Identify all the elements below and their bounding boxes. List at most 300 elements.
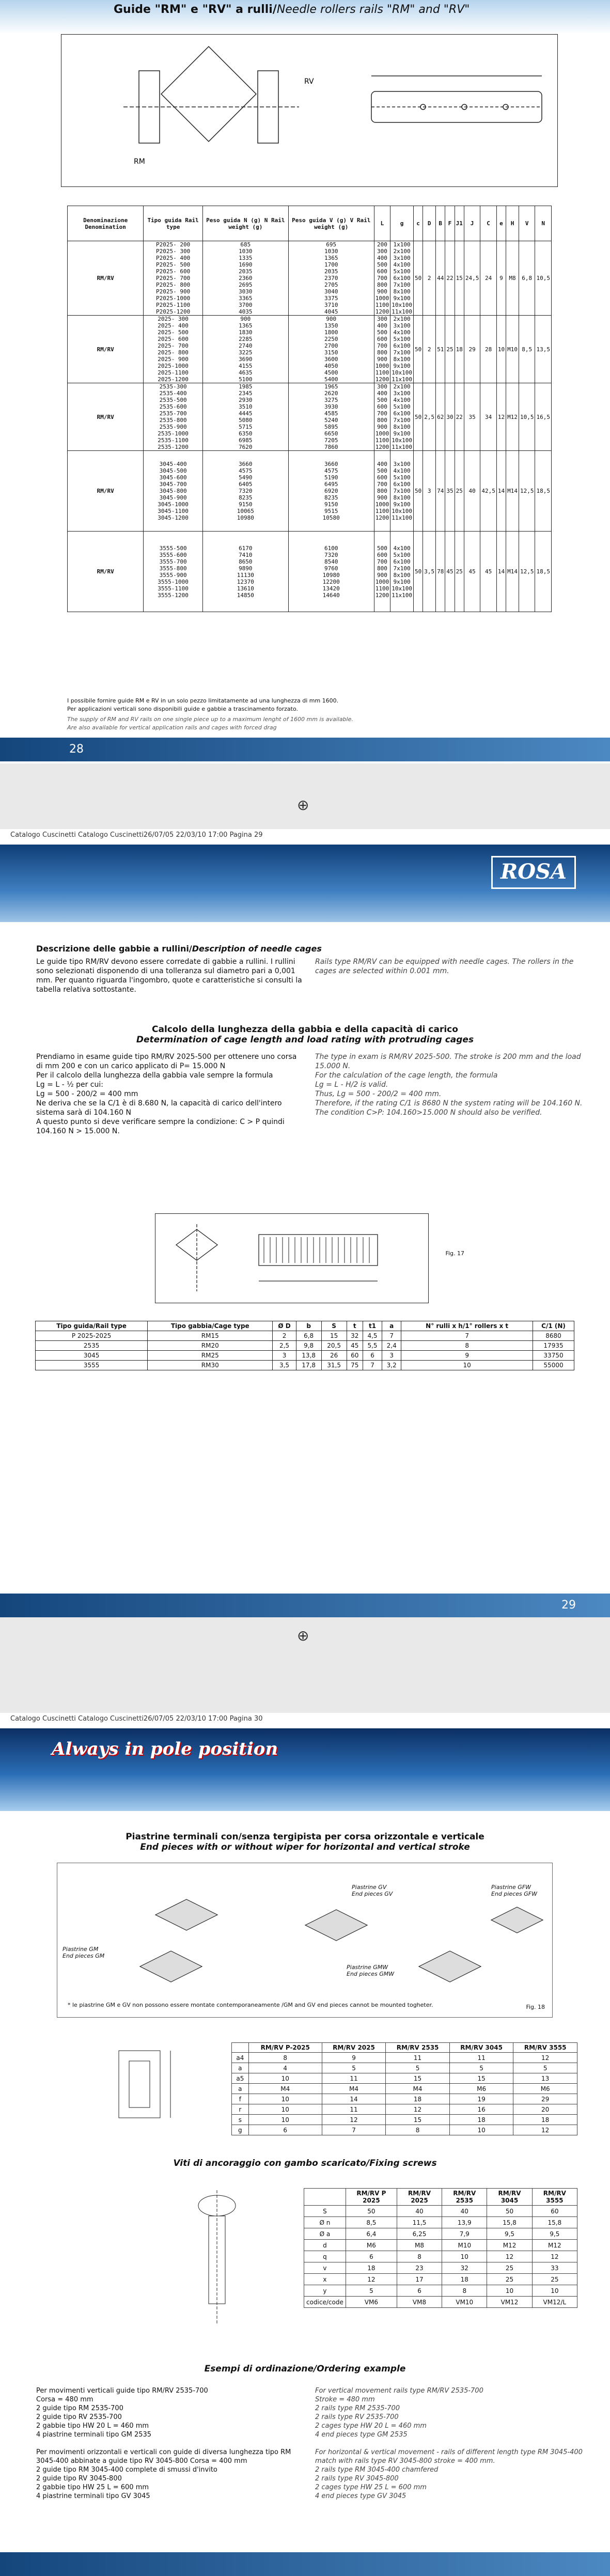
- rail-cell: 695 1030 1365 1700 2035 2370 2705 3040 3375 3710 4045: [288, 241, 374, 316]
- rail-cell: 44: [436, 241, 445, 316]
- cage-cell: 3,2: [382, 1361, 401, 1370]
- screw-cell: Ø n: [304, 2217, 346, 2228]
- end-piece-cell: a: [232, 2084, 249, 2094]
- rail-cell: 40: [464, 451, 480, 532]
- screw-cell: 15,8: [487, 2217, 532, 2228]
- sec1-it-3: Piastrine terminali con/senza tergipista per corsa orizzontale e verticale: [126, 1832, 484, 1842]
- cage-drawing-svg: [155, 1214, 428, 1303]
- sec3-en: Ordering example: [317, 2364, 406, 2374]
- cage-cell: RM20: [148, 1341, 273, 1351]
- cage-cell: 26: [321, 1351, 347, 1361]
- screw-cell: VM6: [346, 2297, 397, 2308]
- screw-cell: M12: [532, 2240, 577, 2251]
- end-piece-cell: 20: [513, 2104, 577, 2115]
- end-piece-cell: 18: [513, 2115, 577, 2125]
- cage-cell: 8680: [533, 1331, 574, 1341]
- page-number-29: 29: [561, 1599, 576, 1612]
- screw-cell: 10: [442, 2251, 487, 2262]
- rail-cell: 2x100 3x100 4x100 5x100 6x100 7x100 8x100 9x100 10x100 11x100: [390, 316, 414, 383]
- rail-denomination: RM/RV: [68, 241, 144, 316]
- rail-col-header: N: [535, 206, 552, 241]
- rail-cell: 35: [445, 451, 455, 532]
- screw-cell: 6,4: [346, 2228, 397, 2240]
- table-row: [304, 2297, 577, 2308]
- cage-cell: RM15: [148, 1331, 273, 1341]
- cage-cell: 7: [382, 1331, 401, 1341]
- rail-cell: 50: [413, 383, 423, 451]
- rail-cell: 30: [445, 383, 455, 451]
- cage-col-header: b: [296, 1321, 321, 1331]
- cage-cell: 75: [347, 1361, 363, 1370]
- cage-cell: 6: [363, 1351, 382, 1361]
- end-piece-cell: 5: [449, 2063, 513, 2073]
- screw-cell: 18: [346, 2262, 397, 2274]
- sec1-it: Descrizione delle gabbie a rullini/: [36, 944, 192, 954]
- screw-cell: 23: [397, 2262, 442, 2274]
- rail-cell: 300 400 500 600 700 800 900 1000 1100 1200: [374, 316, 390, 383]
- end-pieces-header: [232, 2043, 577, 2053]
- cage-table-body: [36, 1331, 574, 1370]
- rail-cell: 3,5: [423, 532, 436, 612]
- page-footer-3: [0, 2552, 610, 2576]
- rail-col-header: D: [423, 206, 436, 241]
- end-piece-cell: 10: [449, 2125, 513, 2135]
- rail-denomination: RM/RV: [68, 451, 144, 532]
- note-it-2: Per applicazioni verticali sono disponibili guide e gabbie a trascinamento forzato.: [67, 706, 298, 712]
- catalog-page-29: [0, 829, 610, 1617]
- screw-cell: Ø a: [304, 2228, 346, 2240]
- rail-cell: 300 400 500 600 700 800 900 1000 1100 1200: [374, 383, 390, 451]
- cage-cell: 9,8: [296, 1341, 321, 1351]
- rail-cell: P2025- 200 P2025- 300 P2025- 400 P2025- 500 P2025- 600 P2025- 700 P2025- 800 P2025- 900 P2025-1000 P2025-1100 P2025-1200: [144, 241, 203, 316]
- rail-table-header: [68, 206, 552, 241]
- rail-cell: 1985 2345 2930 3510 4445 5080 5715 6350 6985 7620: [202, 383, 288, 451]
- rail-denomination: RM/RV: [68, 316, 144, 383]
- cage-table-header: [36, 1321, 574, 1331]
- rail-cell: 62: [436, 383, 445, 451]
- rail-cell: 3555-500 3555-600 3555-700 3555-800 3555-900 3555-1000 3555-1100 3555-1200: [144, 532, 203, 612]
- cage-cell: 15: [321, 1331, 347, 1341]
- cage-cell: 31,5: [321, 1361, 347, 1370]
- cage-cell: 5,5: [363, 1341, 382, 1351]
- table-row: [304, 2285, 577, 2297]
- end-piece-cell: 10: [248, 2115, 322, 2125]
- end-piece-cell: a: [232, 2063, 249, 2073]
- rail-cell: 45: [445, 532, 455, 612]
- cage-drawing: [155, 1213, 464, 1303]
- rail-cell: 45: [464, 532, 480, 612]
- end-piece-cell: 12: [386, 2104, 450, 2115]
- cage-cell: 7: [363, 1361, 382, 1370]
- screw-col-header: RM/RV 2535: [442, 2189, 487, 2206]
- screw-cell: 12: [487, 2251, 532, 2262]
- rail-cell: 3x100 4x100 5x100 6x100 7x100 8x100 9x100 10x100 11x100: [390, 451, 414, 532]
- rail-cell: 3: [423, 451, 436, 532]
- end-piece-cell: g: [232, 2125, 249, 2135]
- table-row: [232, 2104, 577, 2115]
- sec3-it: Esempi di ordinazione/: [204, 2364, 317, 2374]
- rail-cell: 8,5: [519, 316, 535, 383]
- section-title-cages: [36, 944, 322, 954]
- rail-cell: 9: [496, 241, 506, 316]
- page-footer: [0, 738, 610, 761]
- end-piece-cell: s: [232, 2115, 249, 2125]
- cage-col-header: N° rulli x h/1° rollers x t: [401, 1321, 533, 1331]
- screw-cell: M10: [442, 2240, 487, 2251]
- sec2-it: Calcolo della lunghezza della gabbia e della capacità di carico: [152, 1024, 458, 1035]
- screw-cell: 15,8: [532, 2217, 577, 2228]
- screw-cell: 7,9: [442, 2228, 487, 2240]
- screw-col-header: RM/RV 3555: [532, 2189, 577, 2206]
- page-title: [114, 3, 470, 16]
- note-it-1: I possibile fornire guide RM e RV in un solo pezzo limitatamente ad una lunghezza di mm 1600.: [67, 697, 339, 704]
- rail-cell: 16,5: [535, 383, 552, 451]
- fig-18-label: Fig. 18: [526, 2004, 545, 2010]
- table-row: [304, 2228, 577, 2240]
- rail-cell: 1965 2620 3275 3930 4585 5240 5895 6650 7205 7860: [288, 383, 374, 451]
- crosshair-icon: ⊕: [297, 797, 309, 814]
- screw-cell: codice/code: [304, 2297, 346, 2308]
- crosshair-icon: ⊕: [297, 1627, 309, 1644]
- screw-cell: 5: [346, 2285, 397, 2297]
- note-en-1: The supply of RM and RV rails on one single piece up to a maximum lenght of 1600 mm is available.: [67, 716, 353, 723]
- end-pieces-note: * le piastrine GM e GV non possono essere montate contemporaneamente /GM and GV end pieces cannot be mounted togheter.: [68, 2002, 433, 2008]
- cage-cell: 9: [401, 1351, 533, 1361]
- cage-cell: 4,5: [363, 1331, 382, 1341]
- end-piece-cell: a5: [232, 2073, 249, 2084]
- rail-cell: 3660 4575 5190 6495 6920 8235 9150 9515 10580: [288, 451, 374, 532]
- cage-cell: 8: [401, 1341, 533, 1351]
- end-piece-cell: M4: [386, 2084, 450, 2094]
- end-piece-cell: M4: [248, 2084, 322, 2094]
- section-title-calc: [0, 1024, 610, 1045]
- screw-cell: 6: [346, 2251, 397, 2262]
- rail-col-header: L: [374, 206, 390, 241]
- cage-col-header: Tipo guida/Rail type: [36, 1321, 148, 1331]
- rail-cell: 25: [445, 316, 455, 383]
- rail-cell: 2: [423, 316, 436, 383]
- end-piece-cell: 19: [449, 2094, 513, 2104]
- rail-group-row: [68, 241, 552, 316]
- rail-cell: 500 600 700 800 900 1000 1100 1200: [374, 532, 390, 612]
- cage-col-header: C/1 (N): [533, 1321, 574, 1331]
- rail-cell: 74: [436, 451, 445, 532]
- end-piece-cell: 4: [248, 2063, 322, 2073]
- rail-col-header: J1: [455, 206, 464, 241]
- end-piece-cell: 10: [248, 2094, 322, 2104]
- screw-cell: 12: [346, 2274, 397, 2285]
- screw-col-header: RM/RV P 2025: [346, 2189, 397, 2206]
- rail-cell: 10: [496, 316, 506, 383]
- rail-col-header: F: [445, 206, 455, 241]
- end-piece-col-header: RM/RV 2025: [322, 2043, 386, 2053]
- cage-table: [35, 1321, 574, 1370]
- end-pieces-body: [232, 2053, 577, 2135]
- sec2-en: Determination of cage length and load rating with protruding cages: [136, 1035, 474, 1045]
- screw-cell: 11,5: [397, 2217, 442, 2228]
- rail-cell: 22: [455, 383, 464, 451]
- end-piece-cell: M4: [322, 2084, 386, 2094]
- rail-drawing: [61, 34, 558, 187]
- page-footer-2: [0, 1594, 610, 1617]
- title-en: Needle rollers rails "RM" and "RV": [276, 3, 470, 16]
- table-row: [304, 2217, 577, 2228]
- cage-cell: 2: [273, 1331, 296, 1341]
- screw-cell: VM12/L: [532, 2297, 577, 2308]
- end-piece-col-header: RM/RV 3045: [449, 2043, 513, 2053]
- rail-cell: 25: [455, 532, 464, 612]
- table-row: [304, 2240, 577, 2251]
- rail-cell: 12,5: [519, 451, 535, 532]
- end-piece-cell: M6: [449, 2084, 513, 2094]
- rail-section-drawing: [61, 35, 557, 186]
- screw-cell: 13,9: [442, 2217, 487, 2228]
- ordering-text-it: Per movimenti verticali guide tipo RM/RV 2535-700 Corsa = 480 mm 2 guide tipo RM 2535-700 2 guide tipo RV 2535-700 2 gabbie tipo HW 20 L = 460 mm 4 piastrine terminali tipo GM 2535 Per movimenti orizzontali e verticali con guide di diversa lunghezza tipo RM 3045-400 abbinate a guide tipo RV 3045-800 Corsa = 400 mm 2 guide tipo RM 3045-400 complete di smussi d'invito 2 guide tipo RV 3045-800 2 gabbie tipo HW 25 L = 600 mm 4 piastrine terminali tipo GV 3045: [36, 2387, 291, 2500]
- rail-cell: 45: [480, 532, 497, 612]
- print-meta: Catalogo Cuscinetti Catalogo Cuscinetti26/07/05 22/03/10 17:00 Pagina 29: [10, 831, 263, 839]
- table-row: [36, 1361, 574, 1370]
- end-pieces-svg: [57, 1863, 552, 2017]
- cage-cell: 3: [382, 1351, 401, 1361]
- rail-cell: 6,8: [519, 241, 535, 316]
- rail-cell: 200 300 400 500 600 700 800 900 1000 1100 1200: [374, 241, 390, 316]
- end-piece-cell: 12: [322, 2115, 386, 2125]
- rail-cell: 50: [413, 532, 423, 612]
- cage-cell: 10: [401, 1361, 533, 1370]
- sec2-it-3: Viti di ancoraggio con gambo scaricato/: [173, 2158, 370, 2168]
- end-piece-cell: r: [232, 2104, 249, 2115]
- screw-cell: v: [304, 2262, 346, 2274]
- cage-cell: 45: [347, 1341, 363, 1351]
- page-number: 28: [69, 743, 84, 756]
- cage-col-header: Ø D: [273, 1321, 296, 1331]
- table-row: [36, 1341, 574, 1351]
- rail-group-row: [68, 532, 552, 612]
- calc-text-en: The type in exam is RM/RV 2025-500. The stroke is 200 mm and the load 15.000 N. For the calculation of the cage length, the formula Lg = L - H/2 is valid. Thus, Lg = 500 - 200/2 = 400 mm. Therefore, if the rating C/1 is 8680 N the system rating will be 104.160 N. The condition C>P: 104.160>15.000 N should also be verified.: [315, 1053, 583, 1117]
- screws-header: [304, 2189, 577, 2206]
- screw-cell: 50: [346, 2206, 397, 2217]
- slogan: Always in pole position: [52, 1739, 278, 1759]
- sec2-line-3: [0, 2158, 610, 2168]
- screw-cell: VM12: [487, 2297, 532, 2308]
- cage-cell: 3: [273, 1351, 296, 1361]
- label-gvw: Piastrine GFW End pieces GFW: [491, 1884, 537, 1897]
- end-piece-cell: 7: [322, 2125, 386, 2135]
- screws-table: [304, 2188, 577, 2308]
- screw-cell: 12: [532, 2251, 577, 2262]
- catalog-page-28: [0, 0, 610, 763]
- rail-table: [67, 206, 552, 612]
- fixing-screws-title: [0, 2158, 610, 2168]
- end-piece-cell: 11: [322, 2104, 386, 2115]
- table-row: [232, 2115, 577, 2125]
- screws-body: [304, 2206, 577, 2308]
- rail-cell: 35: [464, 383, 480, 451]
- cage-cell: 6,8: [296, 1331, 321, 1341]
- end-piece-dim-svg: [103, 2040, 212, 2128]
- screw-cell: VM10: [442, 2297, 487, 2308]
- label-gm: Piastrine GM End pieces GM: [62, 1946, 105, 1959]
- cage-col-header: t: [347, 1321, 363, 1331]
- ordering-title: [0, 2364, 610, 2374]
- end-piece-cell: 18: [449, 2115, 513, 2125]
- rail-col-header: H: [506, 206, 519, 241]
- rail-cell: 18,5: [535, 532, 552, 612]
- table-row: [232, 2125, 577, 2135]
- rail-denomination: RM/RV: [68, 532, 144, 612]
- screw-cell: 10: [487, 2285, 532, 2297]
- rail-cell: 24: [480, 241, 497, 316]
- label-rm: RM: [134, 158, 145, 166]
- rail-cell: 12: [496, 383, 506, 451]
- rail-col-header: c: [413, 206, 423, 241]
- end-piece-cell: 18: [386, 2094, 450, 2104]
- screw-cell: d: [304, 2240, 346, 2251]
- end-piece-cell: 6: [248, 2125, 322, 2135]
- rail-col-header: C: [480, 206, 497, 241]
- cage-cell: RM30: [148, 1361, 273, 1370]
- rail-cell: 10,5: [519, 383, 535, 451]
- screw-cell: 25: [532, 2274, 577, 2285]
- cage-cell: 7: [401, 1331, 533, 1341]
- table-row: [304, 2274, 577, 2285]
- screw-cell: S: [304, 2206, 346, 2217]
- sec2-en-3: Fixing screws: [369, 2158, 437, 2168]
- cage-cell: 3555: [36, 1361, 148, 1370]
- screw-cell: M6: [346, 2240, 397, 2251]
- rail-table-body: [68, 241, 552, 612]
- end-piece-cell: 13: [513, 2073, 577, 2084]
- screw-cell: 6,25: [397, 2228, 442, 2240]
- rail-cell: 78: [436, 532, 445, 612]
- rail-cell: 6170 7410 8650 9890 11130 12370 13610 14850: [202, 532, 288, 612]
- end-pieces-title: [0, 1832, 610, 1852]
- cage-cell: 55000: [533, 1361, 574, 1370]
- end-piece-cell: 12: [513, 2125, 577, 2135]
- rail-cell: M12: [506, 383, 519, 451]
- end-piece-cell: 15: [386, 2115, 450, 2125]
- cage-cell: 20,5: [321, 1341, 347, 1351]
- screw-cell: 33: [532, 2262, 577, 2274]
- table-row: [304, 2262, 577, 2274]
- end-piece-cell: 5: [386, 2063, 450, 2073]
- screw-cell: 6: [397, 2285, 442, 2297]
- rail-denomination: RM/RV: [68, 383, 144, 451]
- end-piece-cell: M6: [513, 2084, 577, 2094]
- rail-cell: 1x100 2x100 3x100 4x100 5x100 6x100 7x100 8x100 9x100 10x100 11x100: [390, 241, 414, 316]
- rail-cell: 25: [455, 451, 464, 532]
- rail-cell: 2535-300 2535-400 2535-500 2535-600 2535-700 2535-800 2535-900 2535-1000 2535-1100 2535-1200: [144, 383, 203, 451]
- cage-cell: 2,4: [382, 1341, 401, 1351]
- screw-col-header: RM/RV 2025: [397, 2189, 442, 2206]
- end-piece-cell: f: [232, 2094, 249, 2104]
- screw-col-header: [304, 2189, 346, 2206]
- rail-cell: M14: [506, 532, 519, 612]
- rail-cell: 3660 4575 5490 6405 7320 8235 9150 10065 10980: [202, 451, 288, 532]
- rail-col-header: B: [436, 206, 445, 241]
- rail-cell: M14: [506, 451, 519, 532]
- rail-cell: 50: [413, 451, 423, 532]
- screw-cell: 25: [487, 2274, 532, 2285]
- end-piece-cell: 8: [248, 2053, 322, 2063]
- cage-col-header: a: [382, 1321, 401, 1331]
- rail-group-row: [68, 383, 552, 451]
- rail-col-header: e: [496, 206, 506, 241]
- end-piece-cell: 15: [449, 2073, 513, 2084]
- rail-col-header: V: [519, 206, 535, 241]
- cage-col-header: Tipo gabbia/Cage type: [148, 1321, 273, 1331]
- screw-cell: 8: [397, 2251, 442, 2262]
- screw-col-header: RM/RV 3045: [487, 2189, 532, 2206]
- screw-drawing: [165, 2185, 269, 2335]
- title-it: Guide "RM" e "RV" a rulli/: [114, 3, 277, 16]
- screw-cell: q: [304, 2251, 346, 2262]
- cage-cell: 2,5: [273, 1341, 296, 1351]
- rail-cell: 2025- 300 2025- 400 2025- 500 2025- 600 2025- 700 2025- 800 2025- 900 2025-1000 2025-1100 2025-1200: [144, 316, 203, 383]
- end-piece-col-header: RM/RV 2535: [386, 2043, 450, 2053]
- rail-cell: 13,5: [535, 316, 552, 383]
- end-piece-cell: 11: [449, 2053, 513, 2063]
- end-piece-cell: 5: [322, 2063, 386, 2073]
- end-piece-cell: 16: [449, 2104, 513, 2115]
- rail-cell: 900 1365 1830 2285 2740 3225 3690 4155 4635 5100: [202, 316, 288, 383]
- screw-cell: 40: [397, 2206, 442, 2217]
- rail-col-header: Denominazione Denomination: [68, 206, 144, 241]
- table-row: [304, 2206, 577, 2217]
- end-piece-col-header: RM/RV P-2025: [248, 2043, 322, 2053]
- screw-cell: M12: [487, 2240, 532, 2251]
- rail-cell: 42,5: [480, 451, 497, 532]
- screw-cell: y: [304, 2285, 346, 2297]
- rail-cell: 2,5: [423, 383, 436, 451]
- rail-cell: 18,5: [535, 451, 552, 532]
- cage-cell: 3,5: [273, 1361, 296, 1370]
- rail-cell: 900 1350 1800 2250 2700 3150 3600 4050 4500 5400: [288, 316, 374, 383]
- end-piece-cell: 11: [322, 2073, 386, 2084]
- page-header: [0, 0, 610, 34]
- label-gv: Piastrine GV End pieces GV: [352, 1884, 393, 1897]
- cages-text-en: Rails type RM/RV can be equipped with needle cages. The rollers in the cages are selected within 0.001 mm.: [315, 958, 574, 975]
- screw-cell: 10: [532, 2285, 577, 2297]
- end-piece-col-header: [232, 2043, 249, 2053]
- table-row: [232, 2094, 577, 2104]
- screw-cell: 17: [397, 2274, 442, 2285]
- cage-col-header: t1: [363, 1321, 382, 1331]
- table-row: [232, 2063, 577, 2073]
- rail-cell: 50: [413, 241, 423, 316]
- rail-cell: 14: [496, 532, 506, 612]
- end-pieces-drawing: [57, 1863, 553, 2018]
- screw-cell: 60: [532, 2206, 577, 2217]
- end-piece-cell: 12: [513, 2053, 577, 2063]
- rail-cell: 24,5: [464, 241, 480, 316]
- note-en-2: Are also available for vertical application rails and cages with forced drag: [67, 724, 277, 731]
- rail-group-row: [68, 316, 552, 383]
- end-pieces-table: [231, 2042, 577, 2135]
- screw-cell: x: [304, 2274, 346, 2285]
- screw-cell: 8: [442, 2285, 487, 2297]
- rail-cell: 28: [480, 316, 497, 383]
- screw-cell: 8,5: [346, 2217, 397, 2228]
- screw-cell: 9,5: [487, 2228, 532, 2240]
- rail-col-header: g: [390, 206, 414, 241]
- cage-cell: 3045: [36, 1351, 148, 1361]
- rail-cell: 400 500 600 700 800 900 1000 1100 1200: [374, 451, 390, 532]
- table-row: [232, 2073, 577, 2084]
- cage-cell: 13,8: [296, 1351, 321, 1361]
- table-row: [304, 2251, 577, 2262]
- screw-cell: 32: [442, 2262, 487, 2274]
